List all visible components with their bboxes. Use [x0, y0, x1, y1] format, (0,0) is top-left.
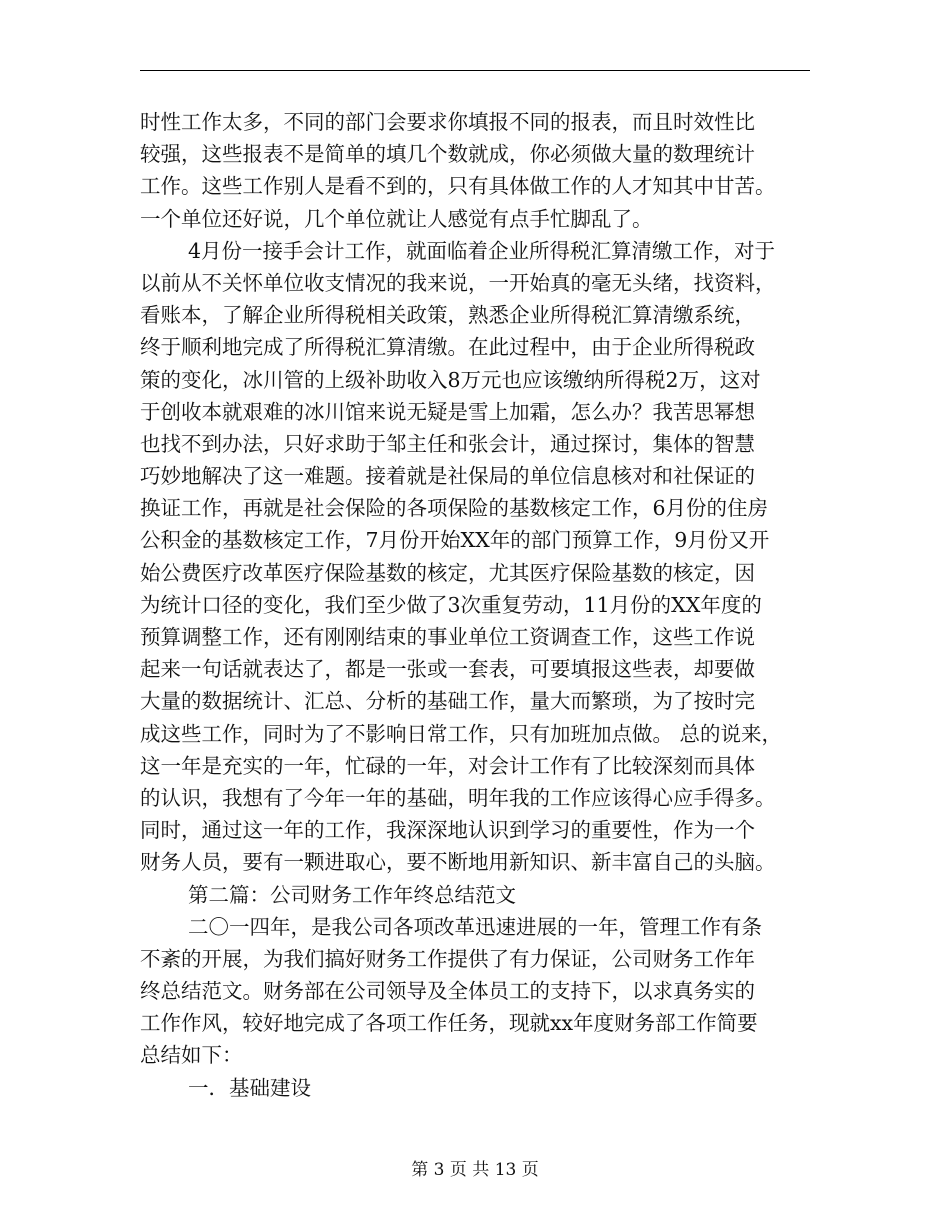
text-line: 二〇一四年，是我公司各项改革迅速进展的一年，管理工作有条 — [188, 914, 762, 939]
text-line: 终于顺利地完成了所得税汇算清缴。在此过程中，由于企业所得税政 — [140, 335, 755, 360]
text-line: 工作。这些工作别人是看不到的，只有具体做工作的人才知其中甘苦。 — [140, 174, 776, 199]
text-line: 公积金的基数核定工作，7月份开始XX年的部门预算工作，9月份又开 — [140, 528, 770, 553]
text-line: 时性工作太多，不同的部门会要求你填报不同的报表，而且时效性比 — [140, 110, 755, 134]
text-line: 始公费医疗改革医疗保险基数的核定，尤其医疗保险基数的核定，因 — [140, 560, 755, 585]
text-line: 起来一句话就表达了，都是一张或一套表，可要填报这些表，却要做 — [140, 657, 755, 682]
document-body — [140, 106, 815, 1104]
text-line: 第二篇：公司财务工作年终总结范文 — [188, 882, 516, 907]
text-line: 巧妙地解决了这一难题。接着就是社保局的单位信息核对和社保证的 — [140, 464, 755, 489]
text-line: 一．基础建设 — [188, 1075, 311, 1100]
text-line: 财务人员，要有一颗进取心，要不断地用新知识、新丰富自己的头脑。 — [140, 850, 776, 875]
text-line: 总结如下： — [140, 1043, 243, 1068]
text-line: 这一年是充实的一年，忙碌的一年，对会计工作有了比较深刻而具体 — [140, 753, 755, 778]
text-line: 较强，这些报表不是简单的填几个数就成，你必须做大量的数理统计 — [140, 142, 755, 167]
text-line: 预算调整工作，还有刚刚结束的事业单位工资调查工作，这些工作说 — [140, 625, 755, 649]
text-line: 于创收本就艰难的冰川馆来说无疑是雪上加霜，怎么办？我苦思幂想 — [140, 399, 755, 424]
text-line: 不紊的开展，为我们搞好财务工作提供了有力保证，公司财务工作年 — [140, 946, 755, 971]
text-line: 终总结范文。财务部在公司领导及全体员工的支持下，以求真务实的 — [140, 979, 755, 1004]
text-line: 一个单位还好说，几个单位就让人感觉有点手忙脚乱了。 — [140, 206, 653, 231]
text-line: 以前从不关怀单位收支情况的我来说，一开始真的毫无头绪，找资料， — [140, 270, 776, 295]
text-line: 成这些工作，同时为了不影响日常工作，只有加班加点做。 总的说来， — [140, 721, 783, 746]
text-line: 也找不到办法，只好求助于邹主任和张会计，通过探讨，集体的智慧 — [140, 431, 755, 456]
text-line: 大量的数据统计、汇总、分析的基础工作，量大而繁琐，为了按时完 — [140, 689, 755, 714]
header-rule — [140, 70, 810, 71]
text-line: 换证工作，再就是社会保险的各项保险的基数核定工作，6月份的住房 — [140, 496, 769, 521]
text-line: 工作作风，较好地完成了各项工作任务，现就xx年度财务部工作简要 — [140, 1011, 758, 1036]
text-line: 同时，通过这一年的工作，我深深地认识到学习的重要性，作为一个 — [140, 818, 755, 843]
text-line: 看账本，了解企业所得税相关政策，熟悉企业所得税汇算清缴系统， — [140, 303, 755, 328]
text-line: 策的变化，冰川管的上级补助收入8万元也应该缴纳所得税2万，这对 — [140, 367, 761, 392]
text-line: 为统计口径的变化，我们至少做了3次重复劳动，11月份的XX年度的 — [140, 592, 762, 617]
page-footer: 第 3 页 共 13 页 — [411, 1160, 539, 1180]
text-line: 的认识，我想有了今年一年的基础，明年我的工作应该得心应手得多。 — [140, 785, 776, 810]
text-line: 4月份一接手会计工作，就面临着企业所得税汇算清缴工作，对于 — [188, 238, 776, 263]
